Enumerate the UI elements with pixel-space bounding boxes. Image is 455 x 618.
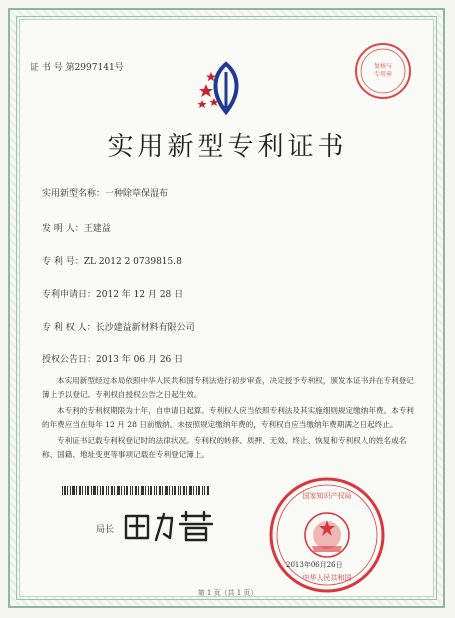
field-filing-date (42, 287, 183, 300)
field-value: 2012 年 12 月 28 日 (96, 290, 184, 300)
paragraph-term: 本专利的专利权期限为十年，自申请日起算。专利权人应当依照专利法及其实施细则规定缴纳年费。本专利的年费应当在每年 12 月 28 日前缴纳。未按照规定缴纳年费的，专利权自应当缴纳年费期满之日起终止。 (42, 406, 414, 429)
verification-seal-icon (354, 42, 412, 100)
field-value: ZL 2012 2 0739815.8 (83, 257, 182, 267)
paragraph-status: 专利证书记载专利权登记时的法律状况。专利权的转移、质押、无效、终止、恢复和专利权人的姓名或名称、国籍、地址变更等事项记载在专利登记簿上。 (42, 436, 407, 459)
svg-text:复核与: 复核与 (373, 63, 393, 70)
field-value: 2013 年 06 月 26 日 (96, 355, 184, 365)
field-label: 发 明 人： (42, 224, 84, 234)
patent-office-logo-icon (196, 58, 256, 118)
field-inventor (42, 221, 111, 234)
field-patent-number (42, 254, 182, 267)
director-label: 局长 (96, 525, 115, 535)
svg-text:中华人民共和国: 中华人民共和国 (302, 574, 352, 582)
field-label: 专 利 号： (42, 257, 84, 267)
field-value: 王建益 (83, 224, 111, 234)
svg-text:专用章: 专用章 (373, 71, 393, 78)
field-label: 授权公告日： (42, 355, 97, 365)
field-label: 实用新型名称： (42, 189, 106, 199)
paragraph-grant: 本实用新型经过本局依照中华人民共和国专利法进行初步审查，决定授予专利权，颁发本证书并在专利登记簿上予以登记。专利权自授权公告之日起生效。 (42, 376, 414, 399)
svg-text:国家知识产权局: 国家知识产权局 (302, 492, 352, 500)
director-signature-icon (120, 506, 220, 546)
field-utility-name (42, 186, 168, 199)
field-value: 一种除草保湿布 (105, 189, 169, 199)
certificate-number: 证 书 号 第2997141号 (30, 63, 124, 73)
seal-date: 2013年06月26日 (286, 561, 343, 569)
barcode-icon (62, 486, 210, 495)
state-ip-office-seal-icon (268, 476, 386, 594)
field-grant-date (42, 352, 183, 365)
field-label: 专利申请日： (42, 290, 97, 300)
certificate-title: 实用新型专利证书 (107, 132, 348, 162)
page-number: 第 1 页（共 1 页） (197, 589, 258, 597)
field-label: 专 利 权 人： (42, 323, 96, 333)
field-value: 长沙建益新材料有限公司 (95, 323, 195, 333)
field-patentee (42, 320, 195, 333)
